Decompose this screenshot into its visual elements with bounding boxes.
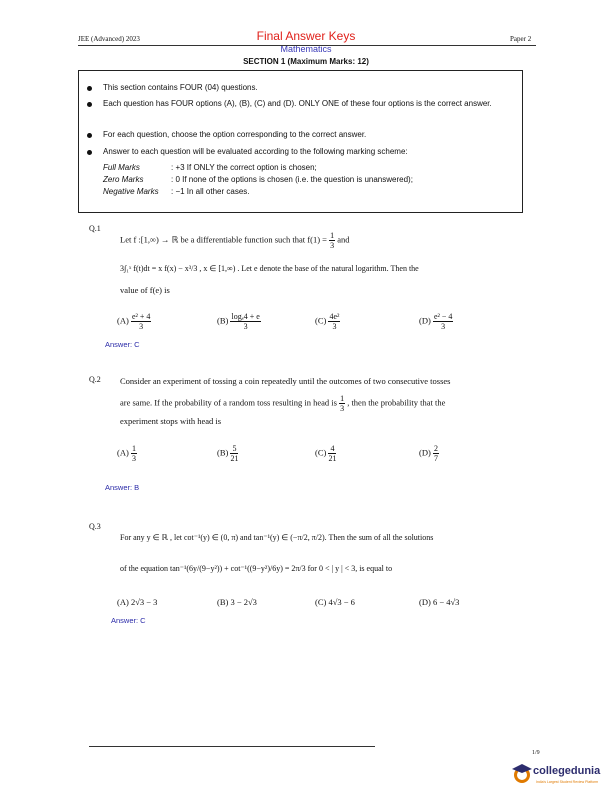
fraction xyxy=(329,231,335,250)
option-label: (C) xyxy=(315,597,327,607)
option-label: (C) xyxy=(315,447,327,458)
fraction xyxy=(230,312,260,331)
graduation-cap-icon xyxy=(510,761,534,785)
question-line: are same. If the probability of a random toss resulting in head is xyxy=(120,397,337,408)
marking-value: : +3 If ONLY the correct option is chosen; xyxy=(171,163,317,172)
instruction-4: Answer to each question will be evaluated according to the following marking scheme: xyxy=(103,147,408,156)
brand-logo-text[interactable]: collegedunia xyxy=(533,765,601,777)
bullet-icon xyxy=(87,86,92,91)
exam-name: JEE (Advanced) 2023 xyxy=(78,35,140,43)
answer-label: Answer: C xyxy=(111,616,146,625)
option-b[interactable] xyxy=(217,444,238,463)
numerator: e² − 4 xyxy=(433,312,453,321)
denominator: 3 xyxy=(340,404,345,413)
option-label: (C) xyxy=(315,315,327,326)
option-label: (B) xyxy=(217,597,229,607)
option-label: (D) xyxy=(419,315,431,326)
numerator: e² + 4 xyxy=(131,312,151,321)
numerator: logₑ4 + e xyxy=(231,312,260,321)
fraction xyxy=(230,444,238,463)
option-d[interactable] xyxy=(419,444,439,463)
page-title: Final Answer Keys xyxy=(256,29,356,43)
option-c[interactable] xyxy=(315,597,355,607)
option-text: 3 − 2√3 xyxy=(230,597,257,607)
denominator: 3 xyxy=(243,322,248,331)
question-line: Let f :[1,∞) → ℝ be a differentiable function such that f(1) = xyxy=(120,234,327,245)
denominator: 3 xyxy=(131,454,136,463)
numerator: 5 xyxy=(232,444,237,453)
numerator: 1 xyxy=(340,394,345,403)
denominator: 21 xyxy=(328,454,337,463)
fraction xyxy=(339,394,345,413)
option-a[interactable] xyxy=(117,312,151,331)
question-line: experiment stops with head is xyxy=(120,416,222,426)
option-a[interactable] xyxy=(117,444,137,463)
fraction xyxy=(328,444,336,463)
fraction xyxy=(131,444,137,463)
numerator: 1 xyxy=(330,231,335,240)
option-label: (A) xyxy=(117,447,129,458)
denominator: 7 xyxy=(433,454,438,463)
option-a[interactable] xyxy=(117,597,157,607)
instruction-2: Each question has FOUR options (A), (B), (C) and (D). ONLY ONE of these four options is the correct answer. xyxy=(103,99,492,108)
numerator: 1 xyxy=(131,444,136,453)
option-label: (A) xyxy=(117,315,129,326)
question-text xyxy=(120,394,540,413)
header-divider xyxy=(78,45,536,46)
marking-label: Negative Marks xyxy=(103,187,159,196)
option-label: (B) xyxy=(217,315,229,326)
marking-label: Full Marks xyxy=(103,163,140,172)
option-label: (D) xyxy=(419,447,431,458)
instruction-box xyxy=(78,70,523,213)
section-title: SECTION 1 (Maximum Marks: 12) xyxy=(243,57,369,66)
question-number: Q.3 xyxy=(89,522,101,531)
denominator: 3 xyxy=(139,322,144,331)
answer-label: Answer: B xyxy=(105,483,140,492)
numerator: 4 xyxy=(330,444,335,453)
question-line: 3∫₁ˣ f(t)dt = x f(x) − x³/3 , x ∈ [1,∞) . Let e denote the base of the natural logarithm. Then the xyxy=(120,264,419,273)
option-label: (D) xyxy=(419,597,431,607)
fraction xyxy=(433,444,439,463)
subject-title: Mathematics xyxy=(280,44,332,54)
fraction xyxy=(433,312,453,331)
fraction xyxy=(131,312,151,331)
numerator: 2 xyxy=(433,444,438,453)
instruction-1: This section contains FOUR (04) questions. xyxy=(103,83,258,92)
option-d[interactable] xyxy=(419,312,453,331)
option-text: 2√3 − 3 xyxy=(130,597,158,607)
bullet-icon xyxy=(87,133,92,138)
option-label: (B) xyxy=(217,447,229,458)
question-number: Q.1 xyxy=(89,224,101,233)
question-text xyxy=(120,231,520,250)
instruction-3: For each question, choose the option corresponding to the correct answer. xyxy=(103,130,367,139)
option-text: 4√3 − 6 xyxy=(328,597,355,607)
marking-value: : 0 If none of the options is chosen (i.e. the question is unanswered); xyxy=(171,175,413,184)
question-number: Q.2 xyxy=(89,375,101,384)
question-line: of the equation tan⁻¹(6y/(9−y²)) + cot⁻¹((9−y²)/6y) = 2π/3 for 0 < | y | < 3, is equal to xyxy=(120,564,393,573)
option-label: (A) xyxy=(117,597,129,607)
bullet-icon xyxy=(87,150,92,155)
question-line: value of f(e) is xyxy=(120,285,170,295)
denominator: 3 xyxy=(441,322,446,331)
option-c[interactable] xyxy=(315,312,340,331)
answer-label: Answer: C xyxy=(105,340,140,349)
question-line: Consider an experiment of tossing a coin repeatedly until the outcomes of two consecutive tosses xyxy=(120,376,451,386)
denominator: 21 xyxy=(230,454,239,463)
footer-divider xyxy=(89,746,375,747)
option-d[interactable] xyxy=(419,597,459,607)
bullet-icon xyxy=(87,102,92,107)
page-number: 1/9 xyxy=(532,750,540,756)
option-text: 6 − 4√3 xyxy=(432,597,460,607)
option-b[interactable] xyxy=(217,312,261,331)
option-c[interactable] xyxy=(315,444,336,463)
marking-value: : −1 In all other cases. xyxy=(171,187,250,196)
denominator: 3 xyxy=(332,322,337,331)
numerator: 4e² xyxy=(329,312,340,321)
brand-tagline: India's Largest Student Review Platform xyxy=(536,780,599,784)
question-line: , then the probability that the xyxy=(347,397,446,408)
fraction xyxy=(328,312,340,331)
question-line: For any y ∈ ℝ , let cot⁻¹(y) ∈ (0, π) and tan⁻¹(y) ∈ (−π/2, π/2). Then the sum of all the solutions xyxy=(120,533,434,542)
marking-label: Zero Marks xyxy=(103,175,144,184)
question-line: and xyxy=(337,234,350,245)
paper-label: Paper 2 xyxy=(510,35,532,43)
denominator: 3 xyxy=(330,241,335,250)
option-b[interactable] xyxy=(217,597,257,607)
